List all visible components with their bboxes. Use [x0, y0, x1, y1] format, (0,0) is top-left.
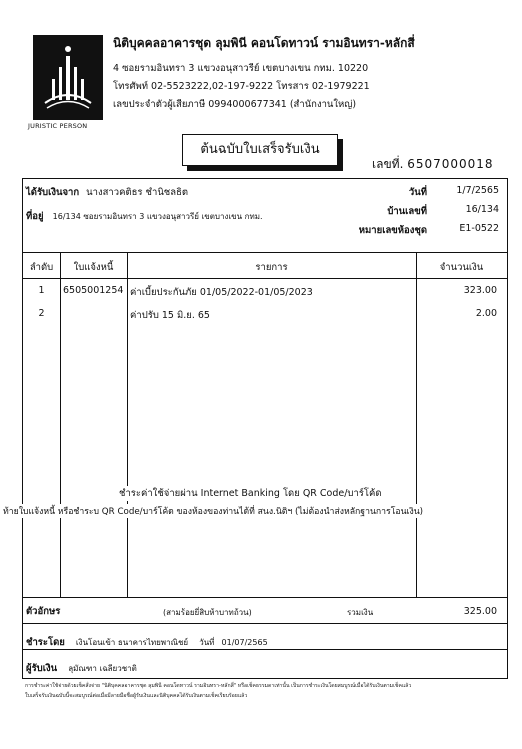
paid-by-label: ชำระโดย	[26, 637, 65, 648]
row-1-invoice: 6505001254	[63, 285, 124, 296]
amount-in-words: (สามร้อยยี่สิบห้าบาทถ้วน)	[163, 608, 252, 617]
col-divider-2	[127, 252, 128, 597]
footnote-line-2: ใบเสร็จรับเงินฉบับนี้จะสมบูรณ์ต่อเมื่อมีลายมือชื่อผู้รับเงินและนิติบุคคลได้รับเงินตามเช็คเรียบร้อยแล้ว	[25, 693, 248, 699]
total-amount: 325.00	[463, 606, 497, 617]
document-title: ต้นฉบับใบเสร็จรับเงิน	[182, 134, 338, 166]
row-1-amount: 323.00	[463, 285, 497, 296]
row-1-no: 1	[38, 285, 45, 296]
receipt-number-label: เลขที่.	[372, 157, 404, 171]
table-bottom-border	[23, 597, 507, 598]
received-from-label: ได้รับเงินจาก	[26, 187, 80, 198]
house-number-label: บ้านเลขที่	[387, 206, 427, 217]
receiver-label: ผู้รับเงิน	[26, 663, 58, 674]
payment-top-border	[23, 623, 507, 624]
total-label: รวมเงิน	[347, 608, 374, 617]
col-divider-3	[416, 252, 417, 597]
payment-method: เงินโอนเข้า ธนาคารไทยพาณิชย์	[75, 638, 189, 647]
col-divider-1	[60, 252, 61, 597]
payment-row	[26, 630, 268, 650]
row-1-description: ค่าเบี้ยประกันภัย 01/05/2022-01/05/2023	[130, 287, 313, 298]
payment-note-line-2: ท้ายใบแจ้งหนี้ หรือชำระบ QR Code/บาร์โค้ด ของห้องของท่านได้ที่ สนง.นิติฯ (ไม่ต้องนำส่งหลักฐานการโอนเงิน)	[3, 504, 423, 518]
room-number: E1-0522	[459, 223, 499, 234]
payer-name: นางสาวคติธร ชำนิชลธิต	[86, 187, 189, 198]
header-amount: จำนวนเงิน	[439, 262, 484, 273]
footnote-line-1: การชำระค่าใช้จ่ายด้วยเช็คสั่งจ่าย "นิติบุคคลอาคารชุด ลุมพินี คอนโดทาวน์ รามอินทรา-หลักสี่" หรือเช็คธรรมดาเท่านั้น เป็นการชำระเงินโดยสมบูรณ์เมื่อได้รับเงินตามเช็คแล้ว	[25, 683, 412, 689]
header-description: รายการ	[255, 262, 288, 273]
company-tax-id: เลขประจำตัวผู้เสียภาษี 0994000677341 (สำนักงานใหญ่)	[113, 99, 357, 110]
logo-caption: JURISTIC PERSON	[28, 122, 88, 130]
room-number-label: หมายเลขห้องชุด	[358, 225, 427, 236]
payer-address: 16/134 ซอยรามอินทรา 3 แขวงอนุสาวรีย์ เขตบางเขน กทม.	[52, 212, 263, 221]
payment-date: 01/07/2565	[221, 638, 268, 647]
header-invoice: ใบแจ้งหนี้	[73, 262, 114, 273]
company-name: นิติบุคคลอาคารชุด ลุมพินี คอนโดทาวน์ รามอินทรา-หลักสี่	[113, 36, 415, 50]
amount-in-words-label: ตัวอักษร	[26, 606, 61, 617]
receipt-number-value: 6507000018	[407, 157, 494, 171]
payment-date-label: วันที่	[199, 638, 215, 647]
company-phone: โทรศัพท์ 02-5523222,02-197-9222 โทรสาร 02-1979221	[113, 81, 370, 92]
receiver-row	[26, 656, 137, 676]
receipt-body	[3, 178, 508, 679]
house-number: 16/134	[465, 204, 499, 215]
payer-name-row	[26, 185, 188, 200]
date-label: วันที่	[408, 187, 427, 198]
receipt-date: 1/7/2565	[456, 185, 499, 196]
juristic-person-logo	[33, 35, 103, 120]
row-2-amount: 2.00	[475, 308, 497, 319]
building-logo-icon	[33, 35, 103, 120]
payment-note-line-1: ชำระค่าใช้จ่ายผ่าน Internet Banking โดย QR Code/บาร์โค้ด	[119, 488, 382, 499]
row-2-no: 2	[38, 308, 45, 319]
table-top-border	[23, 252, 507, 253]
row-2-description: ค่าปรับ 15 มิ.ย. 65	[130, 310, 210, 321]
company-address: 4 ซอยรามอินทรา 3 แขวงอนุสาวรีย์ เขตบางเขน กทม. 10220	[113, 63, 369, 74]
receipt-number	[372, 155, 494, 174]
payer-address-row	[26, 204, 263, 224]
address-label: ที่อยู่	[26, 211, 44, 222]
table-header-border	[23, 278, 507, 279]
header-no: ลำดับ	[29, 262, 54, 273]
receiver-name: ลุมัณฑา เฉลียวชาติ	[68, 664, 137, 673]
